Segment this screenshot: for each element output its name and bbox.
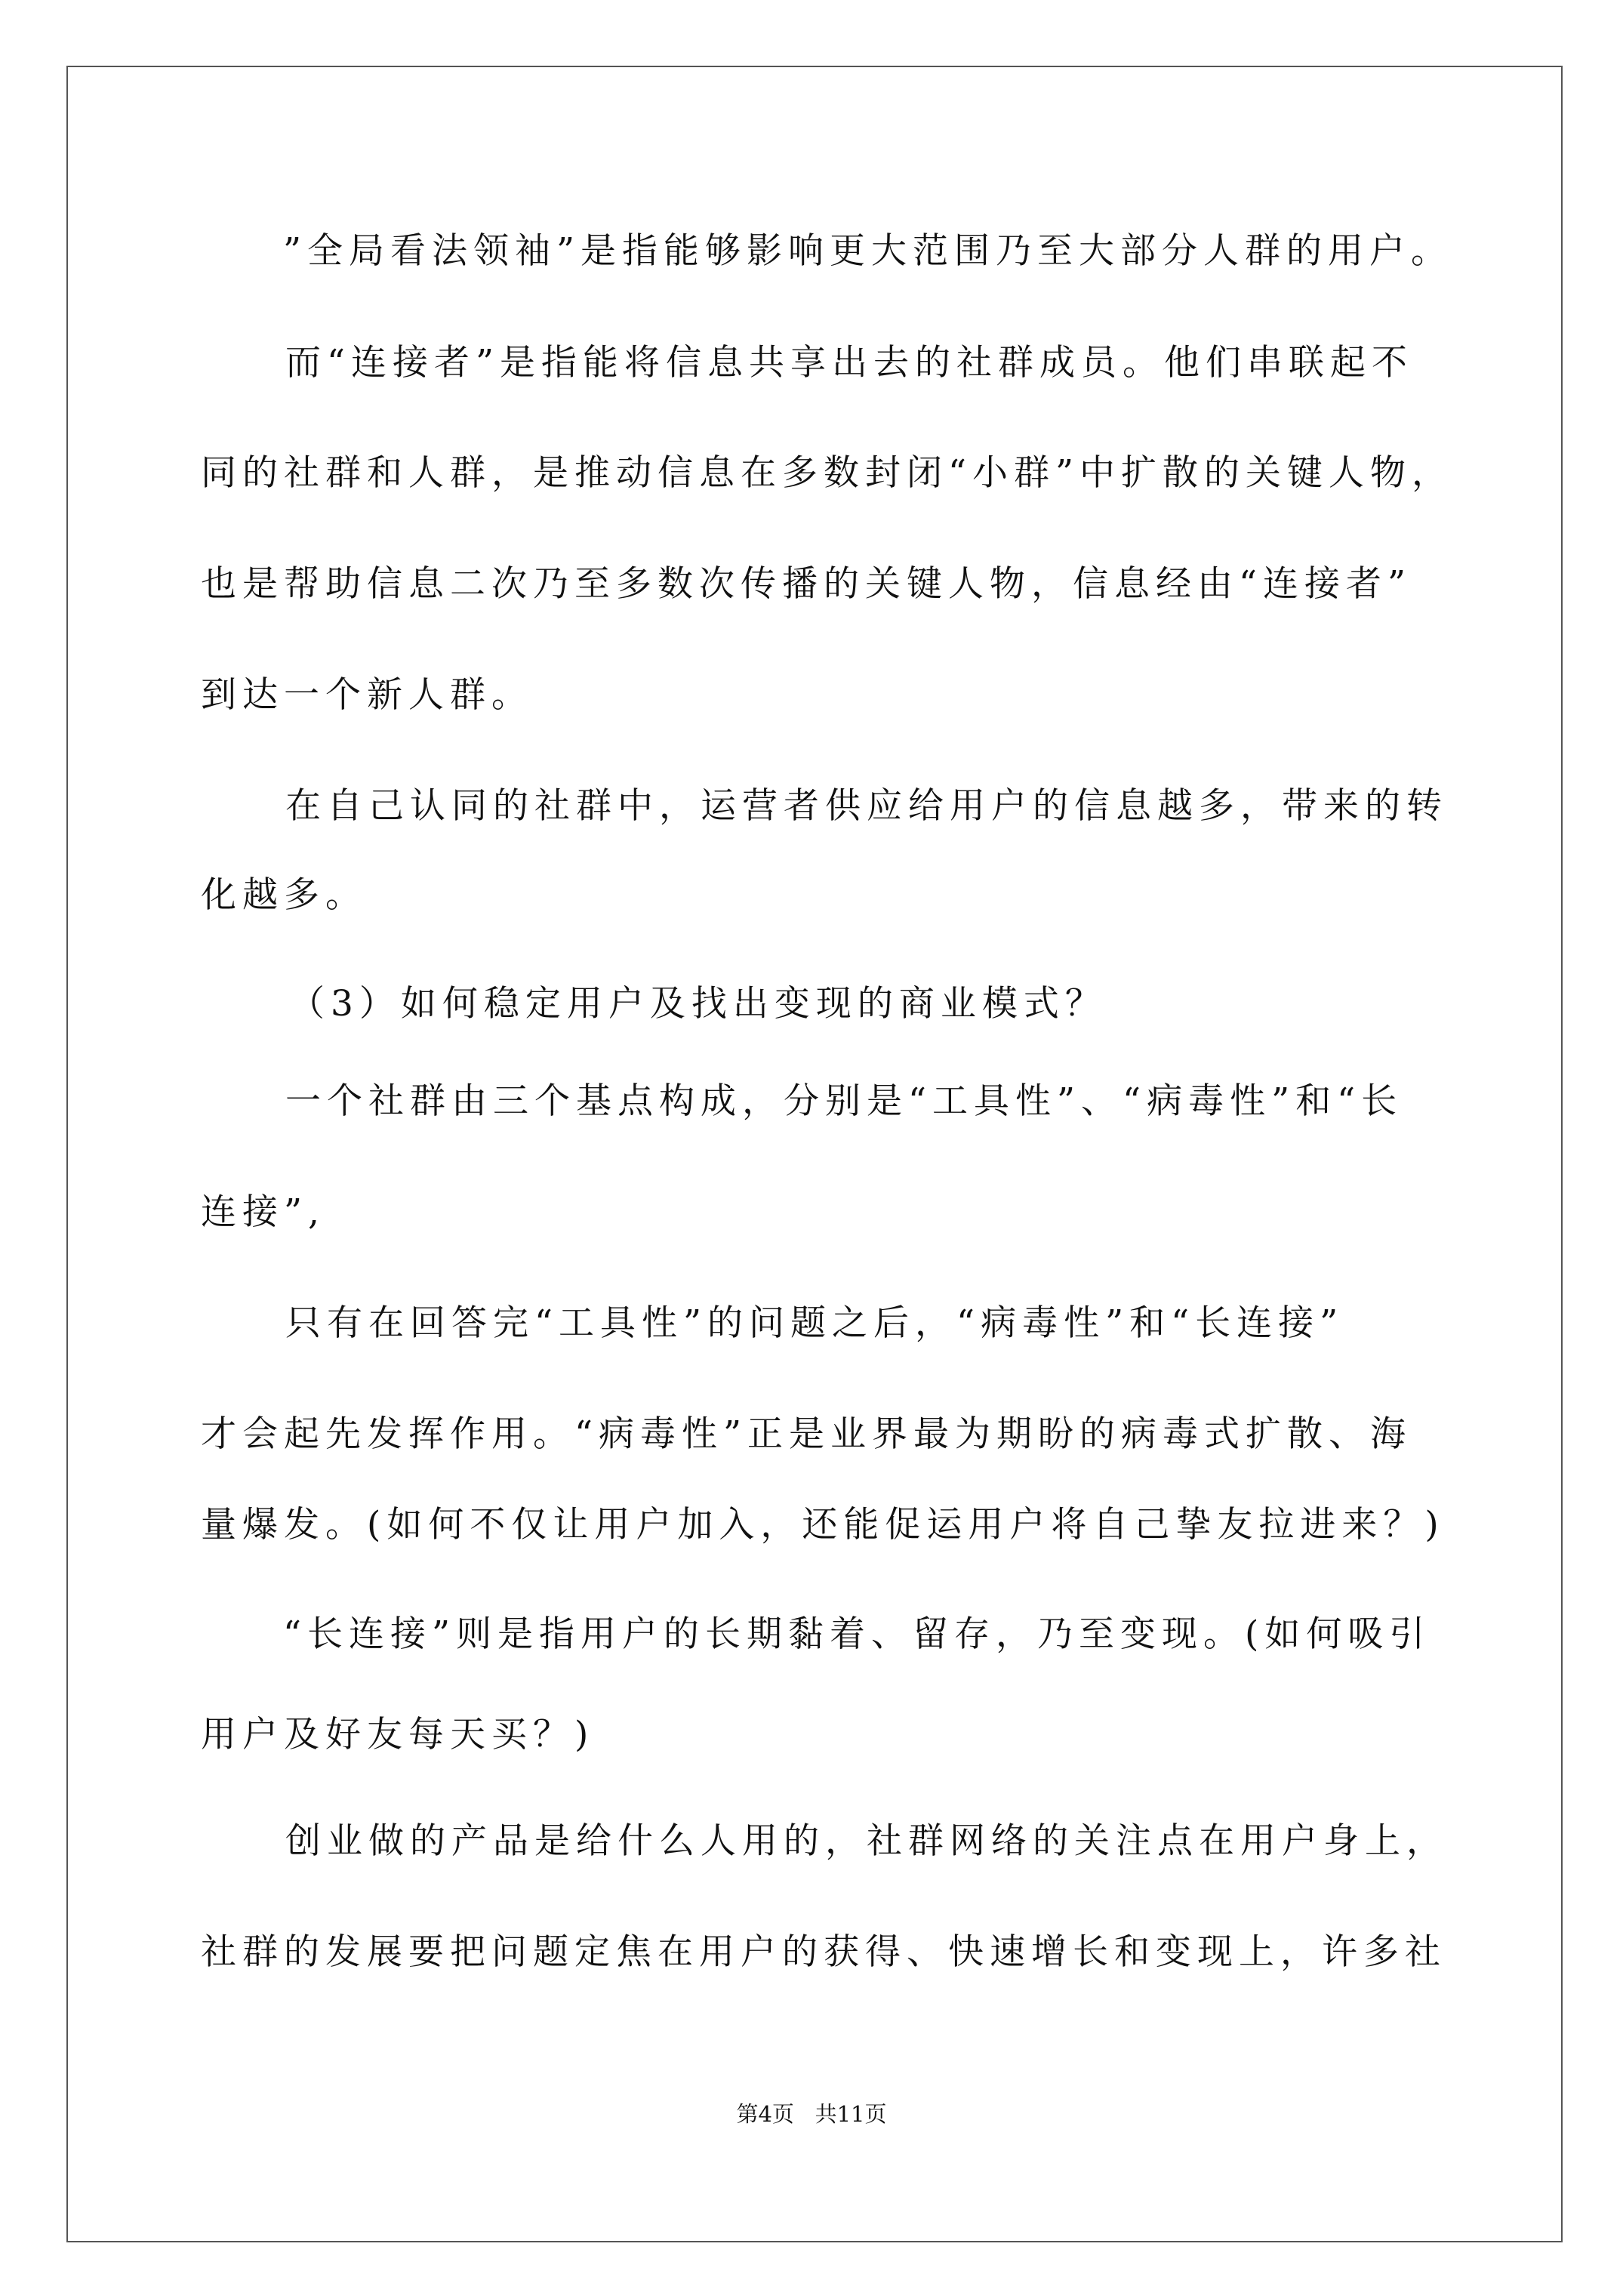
text-line: 连接”,	[201, 1191, 325, 1233]
text-line: 创业做的产品是给什么人用的，社群网络的关注点在用户身上，	[285, 1820, 1448, 1862]
text-line: 在自己认同的社群中，运营者供应给用户的信息越多，带来的转	[285, 785, 1448, 827]
page-border	[66, 66, 1563, 2242]
text-line: “长连接”则是指用户的长期黏着、留存，乃至变现。(如何吸引	[283, 1613, 1431, 1655]
text-line: 社群的发展要把问题定焦在用户的获得、快速增长和变现上，许多社	[201, 1931, 1446, 1973]
text-line: 同的社群和人群，是推动信息在多数封闭“小群”中扩散的关键人物，	[201, 452, 1454, 494]
page-number: 第4页 共11页	[736, 2101, 887, 2127]
text-line: 而“连接者”是指能将信息共享出去的社群成员。他们串联起不	[285, 342, 1414, 384]
text-line: （3）如何稳定用户及找出变现的商业模式？	[289, 983, 1107, 1025]
text-line: 只有在回答完“工具性”的问题之后，“病毒性”和“长连接”	[285, 1302, 1344, 1344]
text-line: 用户及好友每天买？)	[201, 1714, 595, 1755]
text-line: 化越多。	[201, 874, 367, 916]
text-line: ”全局看法领袖”是指能够影响更大范围乃至大部分人群的用户。	[283, 230, 1453, 272]
text-line: 也是帮助信息二次乃至多数次传播的关键人物，信息经由“连接者”	[201, 563, 1412, 605]
text-line: 一个社群由三个基点构成，分别是“工具性”、“病毒性”和“长	[285, 1080, 1403, 1122]
text-line: 到达一个新人群。	[201, 674, 533, 716]
text-line: 才会起先发挥作用。“病毒性”正是业界最为期盼的病毒式扩散、海	[201, 1413, 1412, 1455]
text-line: 量爆发。(如何不仅让用户加入，还能促运用户将自己挚友拉进来？)	[201, 1504, 1445, 1546]
